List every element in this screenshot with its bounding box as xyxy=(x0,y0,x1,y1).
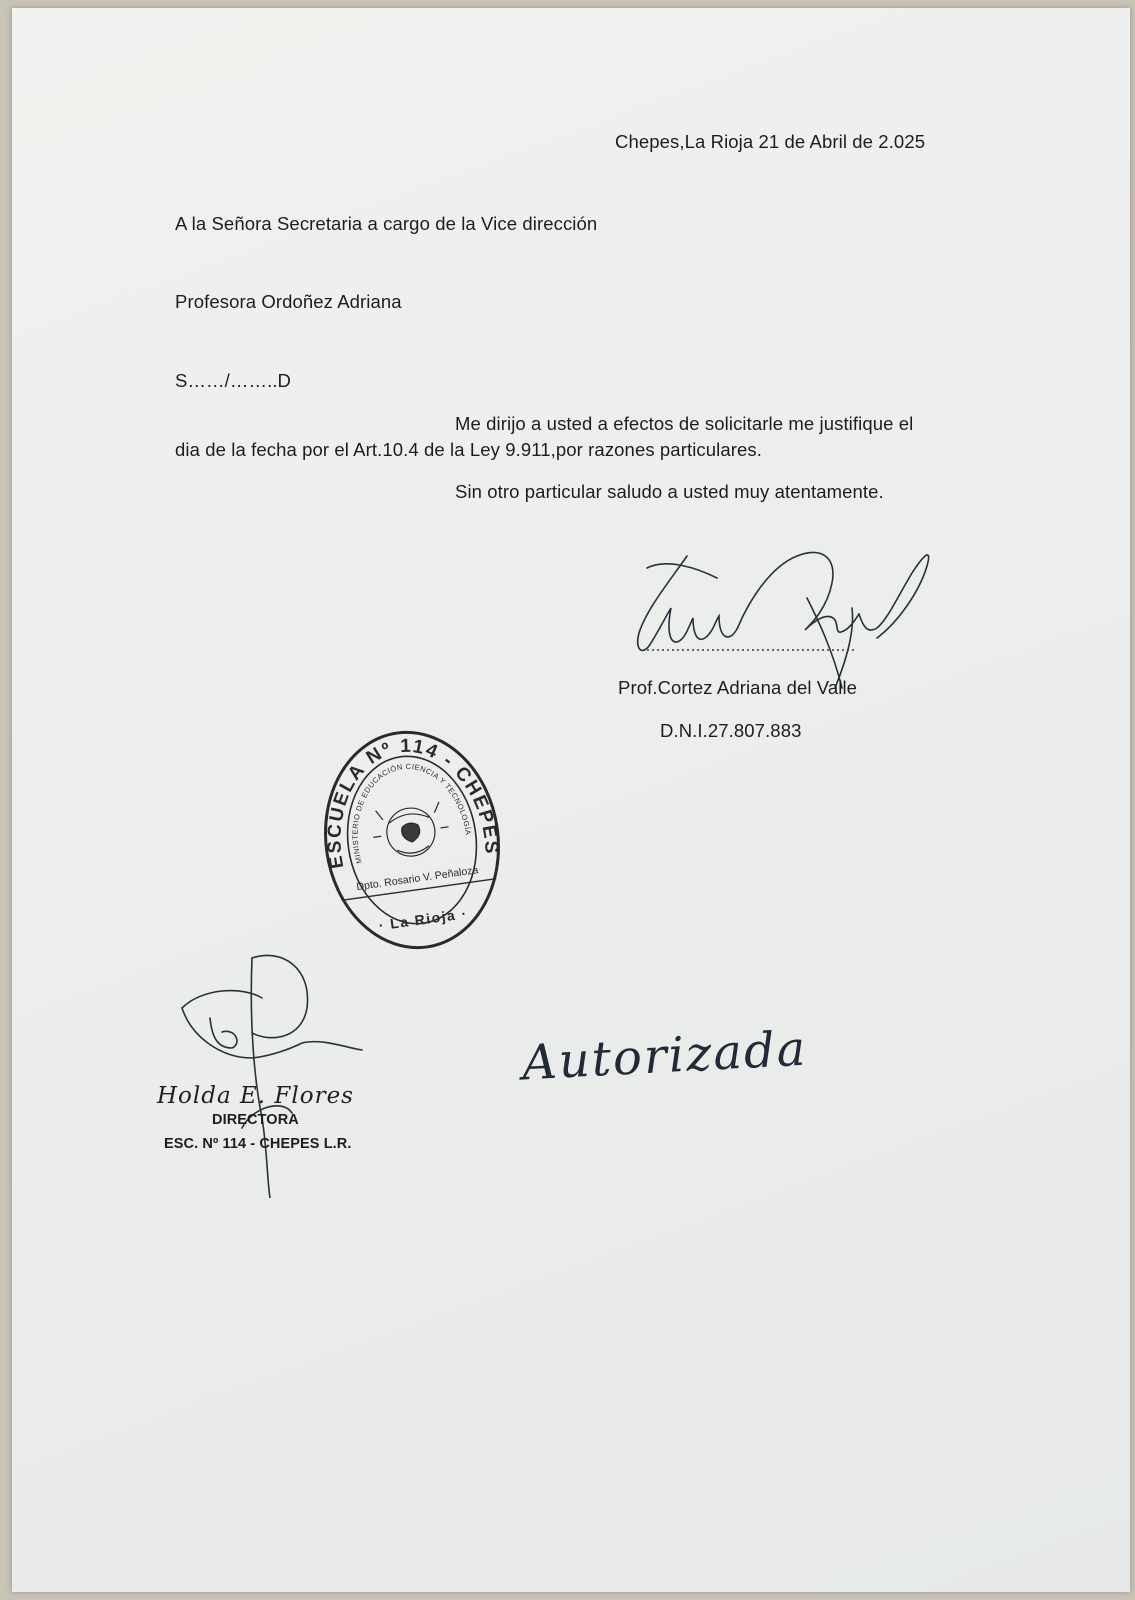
place-date: Chepes,La Rioja 21 de Abril de 2.025 xyxy=(615,131,926,152)
coat-of-arms-icon xyxy=(370,801,452,861)
recipient-line: A la Señora Secretaria a cargo de la Vice dirección xyxy=(175,213,598,234)
sender-name: Prof.Cortez Adriana del Valle xyxy=(618,677,858,698)
body-line-1: Me dirijo a usted a efectos de solicitarle me justifique el xyxy=(455,413,914,434)
recipient-name: Profesora Ordoñez Adriana xyxy=(175,291,402,312)
director-title: DIRECTORA xyxy=(212,1112,299,1128)
director-name: Holda E. Flores xyxy=(157,1083,354,1109)
salutation: S……/……..D xyxy=(175,370,292,391)
letter-page xyxy=(12,8,1130,1592)
director-school: ESC. Nº 114 - CHEPES L.R. xyxy=(164,1136,352,1152)
school-stamp xyxy=(312,720,512,960)
stamp-top-arc: ESCUELA Nº 114 - CHEPES xyxy=(324,735,502,871)
authorization-note: Autorizada xyxy=(520,1020,809,1092)
stamp-inner-arc: MINISTERIO DE EDUCACIÓN CIENCIA Y TECNOLOGÍA xyxy=(350,761,473,865)
sender-dni: D.N.I.27.807.883 xyxy=(660,720,802,741)
stamp-province: · La Rioja · xyxy=(377,905,469,934)
director-signature xyxy=(152,948,392,1198)
closing-line: Sin otro particular saludo a usted muy atentamente. xyxy=(455,481,884,502)
stamp-department: Dpto. Rosario V. Peñaloza xyxy=(355,864,480,894)
body-line-2: dia de la fecha por el Art.10.4 de la Ley 9.911,por razones particulares. xyxy=(175,439,762,460)
